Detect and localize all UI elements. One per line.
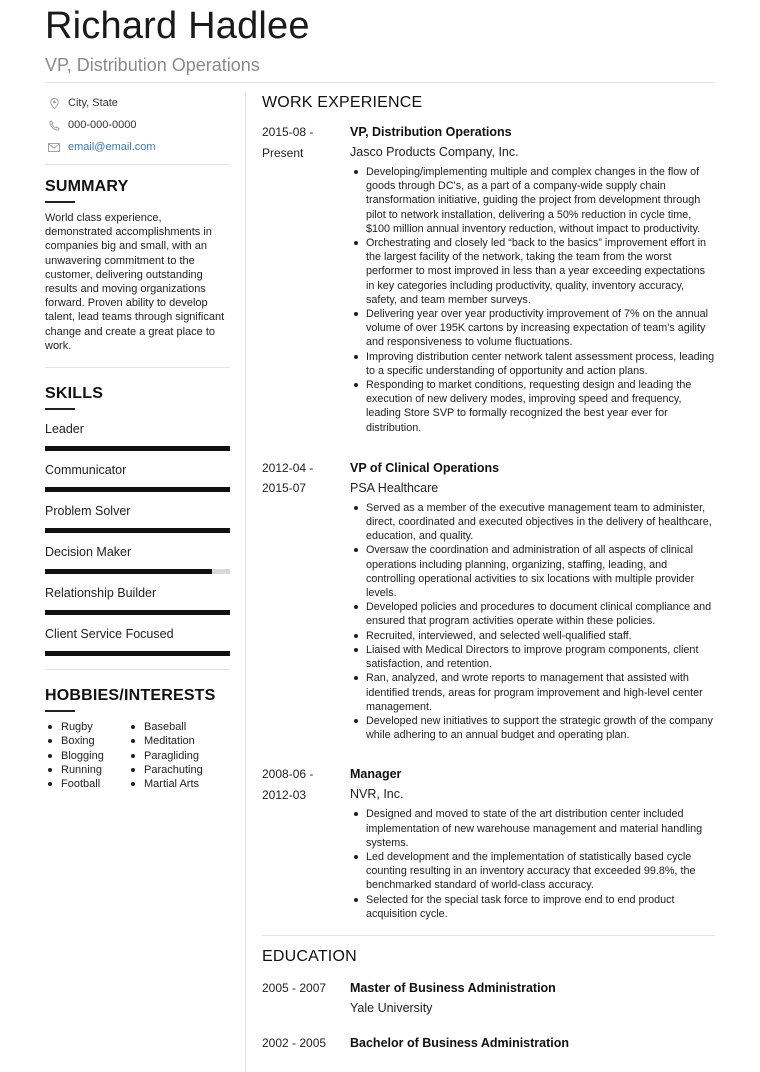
education-dates: 2005 - 2007 (262, 980, 327, 995)
hobby-item: Boxing (45, 734, 128, 748)
skill-level-fill (45, 651, 230, 656)
work-entry-bullet: Recruited, interviewed, and selected well-qualified staff. (350, 629, 715, 643)
hobbies-column-2 (128, 720, 203, 791)
work-entry (262, 458, 715, 742)
hobby-item: Rugby (45, 720, 128, 734)
education-degree: Bachelor of Business Administration (350, 1035, 570, 1050)
candidate-name: Richard Hadlee (45, 5, 310, 47)
work-entry-start-date: 2008-06 - (262, 767, 314, 782)
skill-name: Decision Maker (45, 545, 132, 560)
education-body (350, 1033, 715, 1054)
phone-text: 000-000-0000 (68, 119, 137, 131)
work-entry-bullets (350, 807, 715, 921)
main-content (262, 92, 715, 1053)
work-entry-bullet: Ran, analyzed, and wrote reports to management that assisted with identified trends, areas for program improvement and high-level center management. (350, 671, 715, 714)
work-entry-role: VP, Distribution Operations (350, 125, 512, 139)
work-entry-company: Jasco Products Company, Inc. (350, 145, 519, 159)
skills-list (45, 421, 230, 656)
work-entry-dates (262, 764, 350, 921)
skill-item (45, 421, 230, 451)
skill-level-bar (45, 487, 230, 492)
skill-level-fill (45, 528, 230, 533)
education-degree: Master of Business Administration (350, 980, 556, 995)
skill-name: Client Service Focused (45, 627, 174, 642)
work-entry-bullet: Orchestrating and closely led “back to the basics” improvement effort in the largest facility of the network, taking the team from the worst performer to most improved in less than a year exceeding expectations in key categories including productivity, quality, inventory accuracy, safety, and team member surveys. (350, 236, 715, 307)
hobby-item: Parachuting (128, 763, 203, 777)
skills-section (45, 384, 230, 656)
summary-section (45, 177, 230, 353)
hobbies-heading: HOBBIES/INTERESTS (45, 687, 216, 705)
work-divider (262, 935, 715, 936)
work-entry-dates (262, 458, 350, 742)
skill-item (45, 626, 230, 656)
skill-level-fill (45, 446, 230, 451)
location-pin-icon (48, 97, 60, 109)
skill-item (45, 544, 230, 574)
contact-email[interactable] (45, 136, 230, 158)
skill-level-fill (45, 487, 230, 492)
phone-icon (48, 119, 60, 131)
education-body (350, 978, 715, 1019)
skill-level-bar (45, 651, 230, 656)
email-link[interactable]: email@email.com (68, 141, 156, 153)
skill-item (45, 503, 230, 533)
work-entry-bullet: Developing/implementing multiple and complex changes in the flow of goods through DC's, as a part of a company-wide supply chain transformation initiative, guiding the project from development through pilot to network installation, delivering a 50% reduction in cycle time, $100 million annual inventory reduction, without impact to productivity. (350, 165, 715, 236)
education-list (262, 978, 715, 1054)
work-entry-bullet: Liaised with Medical Directors to improve program components, client satisfaction, and retention. (350, 643, 715, 671)
work-entry-bullet: Oversaw the coordination and administration of all aspects of clinical operations including planning, organizing, staffing, leading, and controlling operational activities to six locations with multiple provider levels. (350, 543, 715, 600)
skills-heading-underline (45, 408, 75, 410)
summary-heading-underline (45, 201, 75, 203)
work-experience-list (262, 122, 715, 921)
hobby-item: Football (45, 777, 128, 791)
work-entry-company: NVR, Inc. (350, 787, 404, 802)
contact-block (45, 92, 230, 158)
work-entry-bullet: Developed new initiatives to support the strategic growth of the company while adhering to an annual budget and operating plan. (350, 714, 715, 742)
work-entry-end-date: 2015-07 (262, 481, 307, 496)
work-entry-bullet: Delivering year over year productivity improvement of 7% on the annual volume of over 195K cartons by increasing expectation of team's agility and responsiveness to volume fluctuations. (350, 307, 715, 350)
work-entry-company: PSA Healthcare (350, 480, 439, 495)
work-entry-body (350, 764, 715, 921)
work-entry-bullet: Designed and moved to state of the art distribution center included implementation of new warehouse management and material handling systems. (350, 807, 715, 850)
work-entry-bullet: Selected for the special task force to improve end to end product acquisition cycle. (350, 893, 715, 921)
column-divider (245, 92, 246, 1072)
education-entry (262, 1033, 715, 1054)
hobbies-heading-underline (45, 710, 75, 712)
work-entry-role: Manager (350, 767, 402, 782)
skill-level-bar (45, 610, 230, 615)
hobby-item: Martial Arts (128, 777, 203, 791)
summary-heading: SUMMARY (45, 178, 129, 195)
skill-level-fill (45, 610, 230, 615)
work-entry-body (350, 122, 715, 435)
work-entry-bullets (350, 165, 715, 435)
hobby-item: Blogging (45, 749, 128, 763)
skills-heading: SKILLS (45, 385, 104, 403)
location-text: City, State (68, 97, 118, 109)
work-entry-end-date: 2012-03 (262, 787, 307, 802)
work-entry-bullets (350, 501, 715, 742)
work-entry-start-date: 2012-04 - (262, 460, 314, 475)
sidebar (45, 92, 230, 792)
skill-level-bar (45, 569, 230, 574)
work-entry-start-date: 2015-08 - (262, 125, 314, 139)
skill-name: Communicator (45, 463, 127, 478)
hobby-item: Paragliding (128, 749, 203, 763)
skills-divider (45, 669, 230, 670)
education-school: Yale University (350, 1000, 433, 1015)
skill-item (45, 585, 230, 615)
envelope-icon (48, 141, 60, 153)
hobby-item: Meditation (128, 734, 203, 748)
skill-level-bar (45, 528, 230, 533)
work-experience-heading: WORK EXPERIENCE (262, 94, 423, 111)
skill-level-fill (45, 569, 212, 574)
summary-text: World class experience, demonstrated accomplishments in companies big and small, with an unwavering commitment to the customer, delivering outstanding results and moving organizations forward. Proven ability to develop talent, lead teams through significant change and create a great place to work. (45, 212, 225, 352)
work-entry-bullet: Responding to market conditions, requesting design and leading the execution of new delivery modes, improving speed and frequency, leading Store SVP to formally recognized the best year ever for distribution. (350, 378, 715, 435)
work-entry-end-date: Present (262, 145, 304, 160)
summary-divider (45, 367, 230, 368)
resume-header (45, 4, 715, 76)
work-entry-body (350, 458, 715, 742)
skill-level-bar (45, 446, 230, 451)
education-entry (262, 978, 715, 1019)
work-entry-role: VP of Clinical Operations (350, 460, 500, 475)
education-dates: 2002 - 2005 (262, 1035, 327, 1050)
work-entry-bullet: Improving distribution center network talent assessment process, leading to a specific understanding of opportunity and action plans. (350, 350, 715, 378)
hobby-item: Baseball (128, 720, 203, 734)
contact-location (45, 92, 230, 114)
skill-name: Relationship Builder (45, 586, 157, 601)
work-entry-bullet: Served as a member of the executive management team to administer, direct, coordinated and executed objectives in the delivery of healthcare, education, and quality. (350, 501, 715, 544)
hobbies-column-1 (45, 720, 128, 791)
work-entry-bullet: Led development and the implementation of statistically based cycle counting resulting in an inventory accuracy that exceeded 99.8%, the benchmarked standard of world-class accuracy. (350, 850, 715, 893)
work-entry-bullet: Developed policies and procedures to document clinical compliance and ensured that program activities operate within these policies. (350, 600, 715, 628)
hobbies-section (45, 686, 230, 791)
hobby-item: Running (45, 763, 128, 777)
work-entry-dates (262, 122, 350, 435)
header-divider (45, 82, 715, 83)
work-entry (262, 122, 715, 435)
skill-name: Problem Solver (45, 504, 131, 519)
candidate-title: VP, Distribution Operations (45, 55, 260, 75)
education-heading: EDUCATION (262, 947, 357, 965)
skill-name: Leader (45, 422, 84, 437)
skill-item (45, 462, 230, 492)
hobbies-columns (45, 720, 230, 791)
contact-divider (45, 164, 230, 165)
contact-phone (45, 114, 230, 136)
work-entry (262, 764, 715, 921)
